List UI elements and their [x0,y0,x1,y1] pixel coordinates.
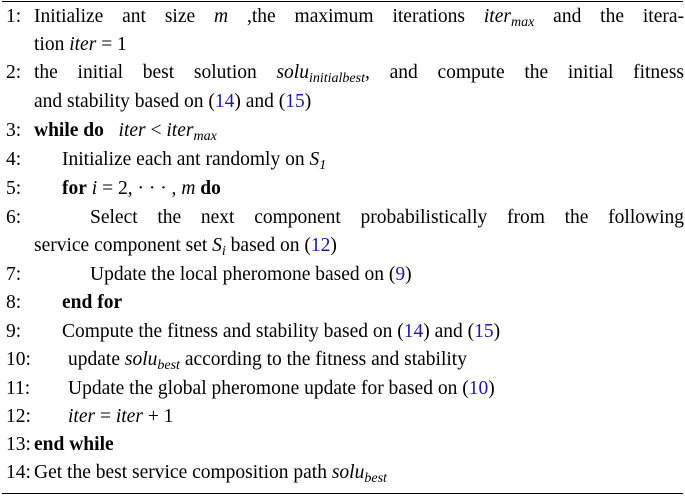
math-var: iter [483,6,511,27]
equation-ref-link[interactable]: 15 [474,321,494,342]
equation-ref-link[interactable]: 14 [214,91,235,112]
math-var: solu [124,349,158,370]
line-text [90,261,412,288]
line-number: 10: [6,349,31,370]
math-var: m [181,178,196,199]
keyword: end while [34,434,114,455]
text-run: tion [34,34,70,55]
text-run: = [95,406,116,427]
keyword: do [200,178,221,199]
text-run: , and compute the initial fitness [364,62,684,83]
text-run: Initialize ant size [34,6,215,27]
text-run: Initialize each ant randomly on [62,149,310,170]
math-var: i [91,178,98,199]
equation-ref-link[interactable]: 15 [285,91,305,112]
math-subscript: max [510,15,535,30]
line-text [90,204,684,231]
line-text [34,88,311,115]
keyword: while [34,120,79,141]
text-run: = 1 [96,34,127,55]
equation-ref-link[interactable]: 9 [395,264,406,285]
math-var: iter [68,406,96,427]
text-run: Compute the fitness and stability based on ( [62,321,404,342]
line-text [62,318,500,345]
text-run: Update the global pheromone update for based on ( [68,378,469,399]
text-run: ) and ( [234,91,286,112]
line-number: 8: [6,292,22,313]
line-text [34,232,337,261]
math-subscript: 1 [319,158,327,173]
text-run: ) [304,91,312,112]
text-run: ) [330,235,337,256]
line-text [62,146,326,175]
text-run: update [68,349,125,370]
line-text [34,459,387,488]
math-subscript: i [221,244,226,259]
math-subscript: best [364,471,387,486]
math-var: m [214,6,229,27]
math-var: S [309,149,320,170]
text-run: ) [493,321,501,342]
keyword: do [83,120,104,141]
keyword: end for [62,292,123,313]
text-run: and the itera- [534,6,684,27]
equation-ref-link[interactable]: 12 [310,235,331,256]
line-text [34,431,114,458]
text-run: ) [488,378,495,399]
text-run: ) [405,264,412,285]
bottom-rule [2,493,683,494]
text-run: according to the fitness and stability [179,349,467,370]
math-var: solu [276,62,309,83]
line-text [68,403,173,430]
line-number: 7: [6,264,22,285]
text-run [104,120,119,141]
line-number: 6: [6,207,22,228]
line-text [62,175,221,202]
line-text [34,117,217,146]
math-subscript: max [193,129,217,144]
math-var: iter [69,34,97,55]
line-number: 13: [6,434,31,455]
math-var: iter [115,406,143,427]
line-number: 2: [6,62,22,83]
line-number: 1: [6,6,22,27]
text-run: and stability based on ( [34,91,215,112]
text-run: Update the local pheromone based on ( [90,264,396,285]
top-rule [2,1,683,2]
math-var: solu [331,462,365,483]
text-run: ,the maximum iterations [228,6,484,27]
line-text [68,346,467,375]
line-text [34,31,127,58]
equation-ref-link[interactable]: 14 [403,321,424,342]
text-run: the initial best solution [34,62,277,83]
line-number: 12: [6,406,31,427]
math-subscript: best [157,358,180,373]
line-number: 3: [6,120,22,141]
equation-ref-link[interactable]: 10 [468,378,489,399]
line-text [68,375,495,402]
math-var: iter [118,120,146,141]
text-run: Get the best service composition path [34,462,332,483]
line-number: 14: [6,462,31,483]
text-run: + 1 [142,406,174,427]
math-var: S [212,235,222,256]
math-var: iter [166,120,194,141]
text-run: service component set [34,235,213,256]
line-number: 4: [6,149,22,170]
line-text [34,3,684,32]
text-run: ) and ( [423,321,475,342]
text-run: = 2, · · · , [97,178,182,199]
line-number: 11: [6,378,31,399]
line-text [34,59,684,88]
text-run: based on ( [225,235,311,256]
text-run: Select the next component probabilistically from the following [90,207,684,228]
line-number: 5: [6,178,22,199]
line-number: 9: [6,321,22,342]
math-subscript: initialbest [308,71,365,86]
keyword: for [62,178,87,199]
line-text [62,289,122,316]
text-run: < [145,120,167,141]
